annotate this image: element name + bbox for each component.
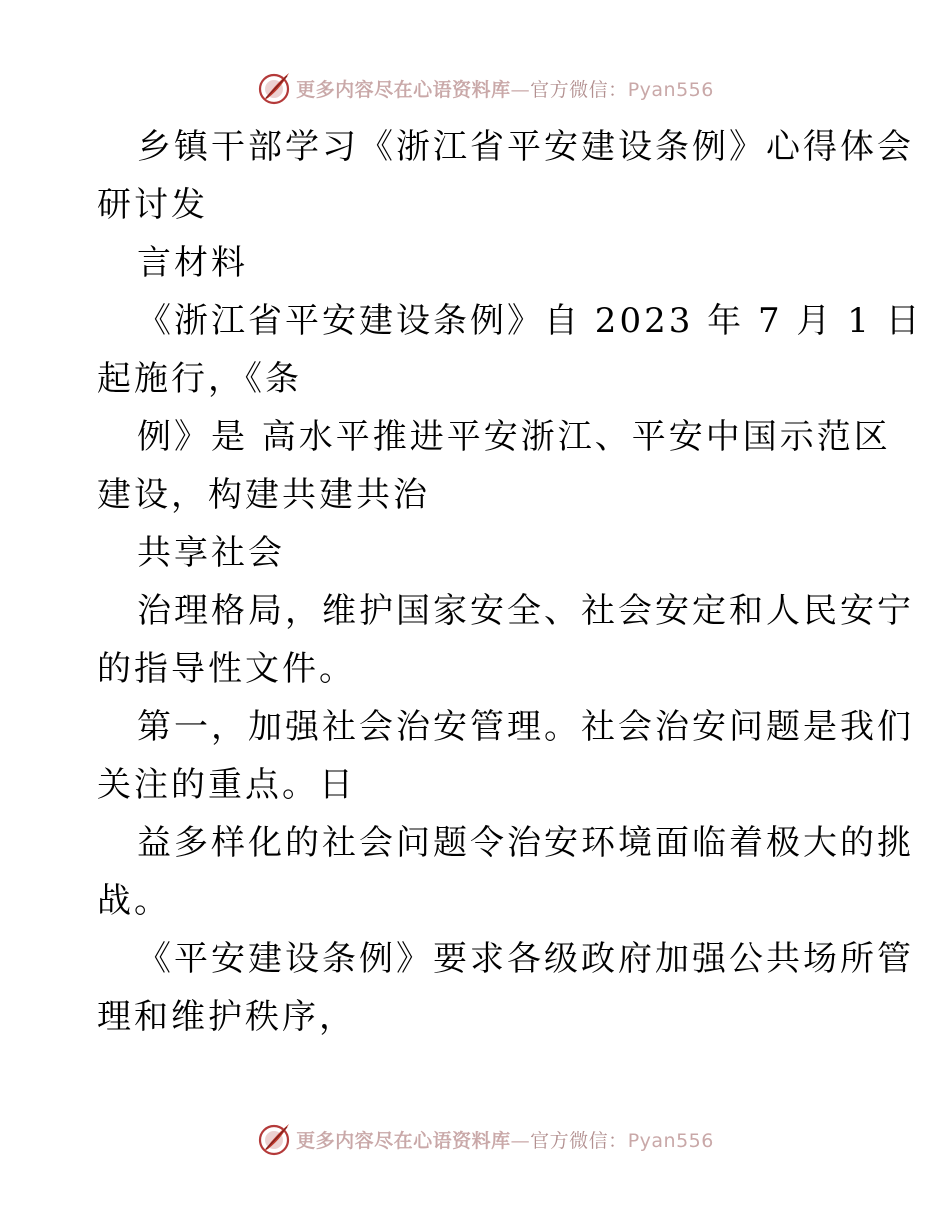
watermark-id: Pyan556 [627, 78, 714, 101]
body-line: 关注的重点。日 [97, 765, 356, 805]
body-line: 第一，加强社会治安管理。社会治安问题是我们 [137, 707, 914, 747]
watermark-sub: 官方微信： [530, 78, 628, 101]
body-line: 研讨发 [97, 185, 208, 225]
watermark-text [296, 1126, 714, 1153]
body-line: 言材料 [137, 243, 248, 283]
body-line: 战。 [97, 881, 171, 921]
watermark-text [296, 75, 714, 102]
watermark-main: 更多内容尽在心语资料库 [296, 78, 511, 101]
body-line: 乡镇干部学习《浙江省平安建设条例》心得体会 [137, 127, 914, 167]
watermark-sub: 官方微信： [530, 1129, 628, 1152]
body-line: 理和维护秩序， [97, 997, 356, 1037]
body-line: 共享社会 [137, 533, 285, 573]
feather-pen-logo-icon [256, 1121, 292, 1157]
feather-pen-logo-icon [256, 70, 292, 106]
body-line: 例》是 高水平推进平安浙江、平安中国示范区 [137, 417, 891, 457]
body-line: 《浙江省平安建设条例》自 2023 年 7 月 1 日 [137, 301, 923, 341]
watermark-group [256, 70, 714, 106]
header-watermark [0, 68, 950, 108]
body-line: 治理格局，维护国家安全、社会安定和人民安宁 [137, 591, 914, 631]
watermark-id: Pyan556 [627, 1129, 714, 1152]
watermark-main: 更多内容尽在心语资料库 [296, 1129, 511, 1152]
body-line: 起施行，《条 [97, 359, 302, 399]
watermark-group [256, 1121, 714, 1157]
watermark-dash: — [510, 1129, 531, 1152]
footer-watermark [0, 1119, 950, 1159]
body-line: 建设，构建共建共治 [97, 475, 430, 515]
body-line: 益多样化的社会问题令治安环境面临着极大的挑 [137, 823, 914, 863]
body-line: 《平安建设条例》要求各级政府加强公共场所管 [137, 939, 914, 979]
watermark-dash: — [510, 78, 531, 101]
body-line: 的指导性文件。 [97, 649, 356, 689]
